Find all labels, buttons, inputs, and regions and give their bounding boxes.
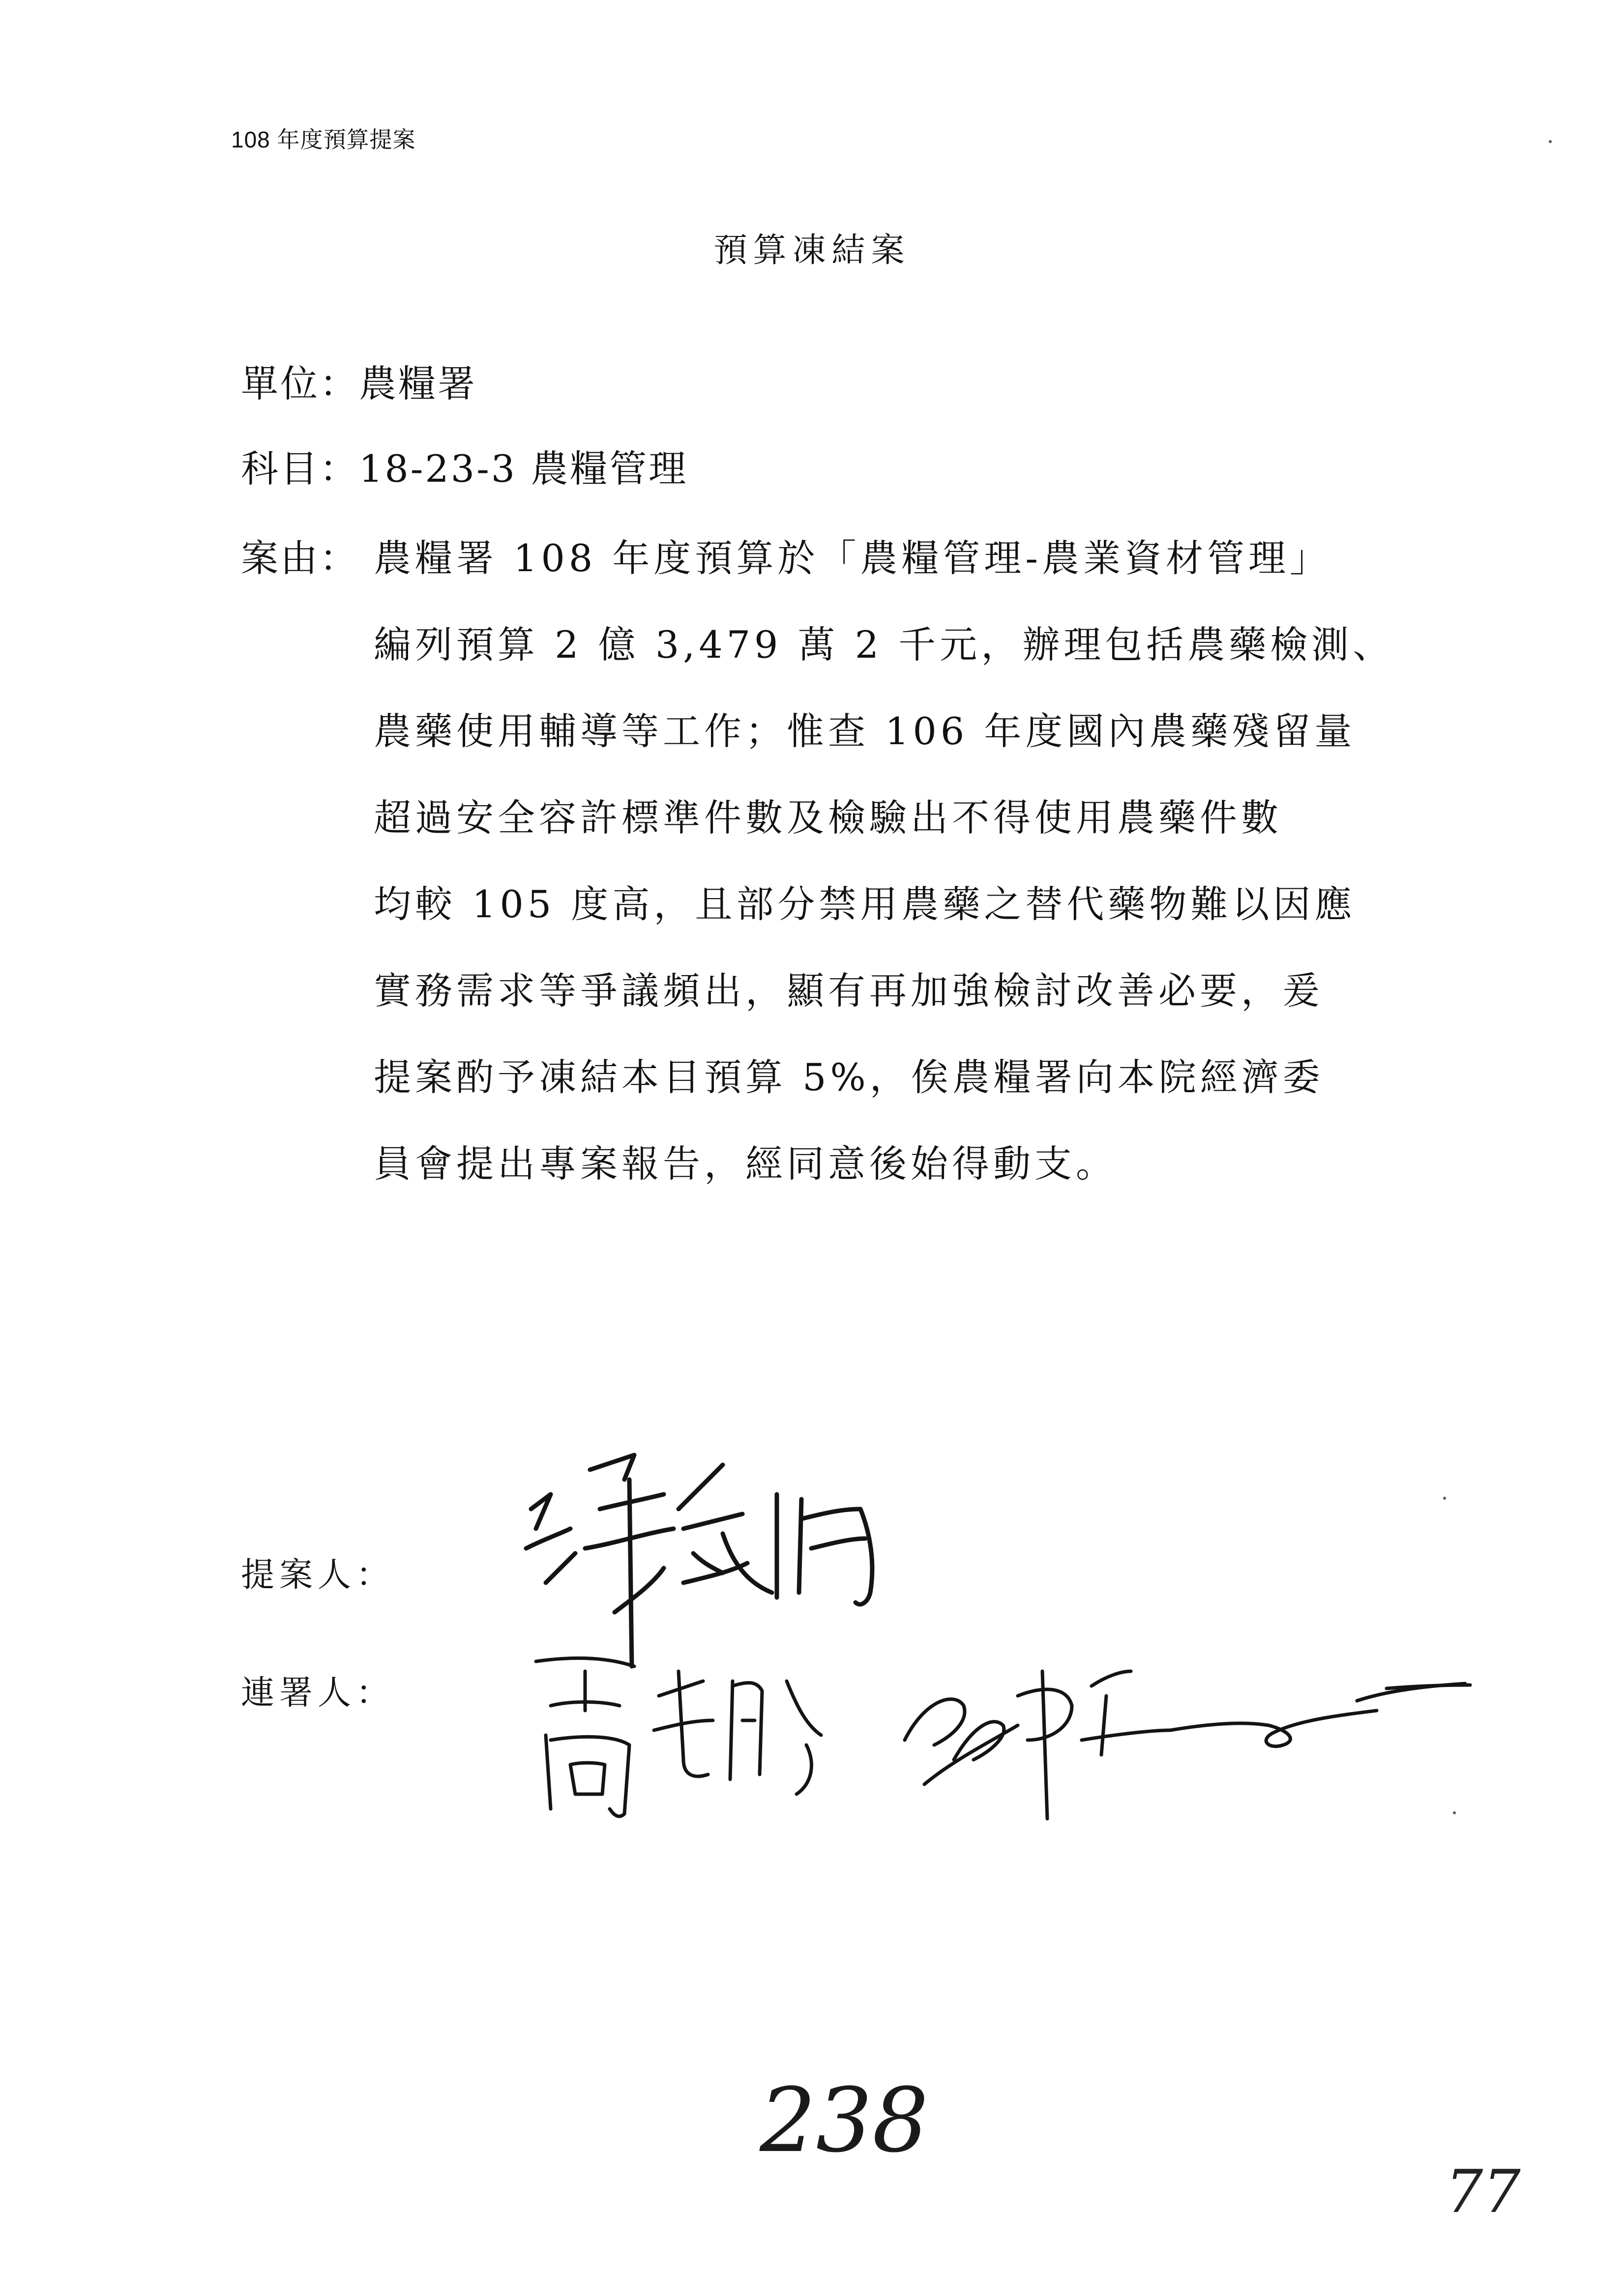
subject-value: 18-23-3 農糧管理 (359, 447, 688, 491)
subject-field (241, 439, 688, 493)
unit-label: 單位： (241, 362, 359, 406)
unit-field (241, 354, 477, 407)
scan-speck (1549, 140, 1552, 143)
reason-line: 實務需求等爭議頻出，顯有再加強檢討改善必要，爰 (374, 969, 1324, 1013)
reason-label: 案由： (241, 536, 359, 580)
subject-label: 科目： (241, 447, 359, 491)
reason-line: 均較 105 度高，且部分禁用農藥之替代藥物難以因應 (374, 882, 1356, 926)
scan-speck (1443, 1497, 1446, 1500)
cosigner-signature-2 (895, 1642, 1475, 1829)
reason-field (241, 528, 359, 582)
reason-line: 編列預算 2 億 3,479 萬 2 千元，辦理包括農藥檢測、 (374, 623, 1394, 667)
unit-value: 農糧署 (359, 362, 477, 406)
document-title: 預算凍結案 (713, 231, 911, 270)
page-number: 238 (760, 2069, 929, 2172)
reason-line: 農糧署 108 年度預算於「農糧管理-農業資材管理」 (374, 536, 1331, 580)
cosigner-signature-1 (531, 1652, 836, 1829)
proposer-label: 提案人： (241, 1556, 395, 1595)
reason-line: 超過安全容許標準件數及檢驗出不得使用農藥件數 (374, 796, 1282, 840)
cosigner-label: 連署人： (241, 1674, 395, 1713)
reason-body (374, 528, 1394, 1221)
reason-line: 提案酌予凍結本目預算 5%，俟農糧署向本院經濟委 (374, 1055, 1324, 1099)
header-label: 108 年度預算提案 (231, 127, 416, 152)
reason-line: 農藥使用輔導等工作；惟查 106 年度國內農藥殘留量 (374, 709, 1356, 753)
scan-speck (1453, 1811, 1456, 1814)
corner-mark: 77 (1446, 2158, 1521, 2226)
reason-line: 員會提出專案報告，經同意後始得動支。 (374, 1142, 1117, 1186)
